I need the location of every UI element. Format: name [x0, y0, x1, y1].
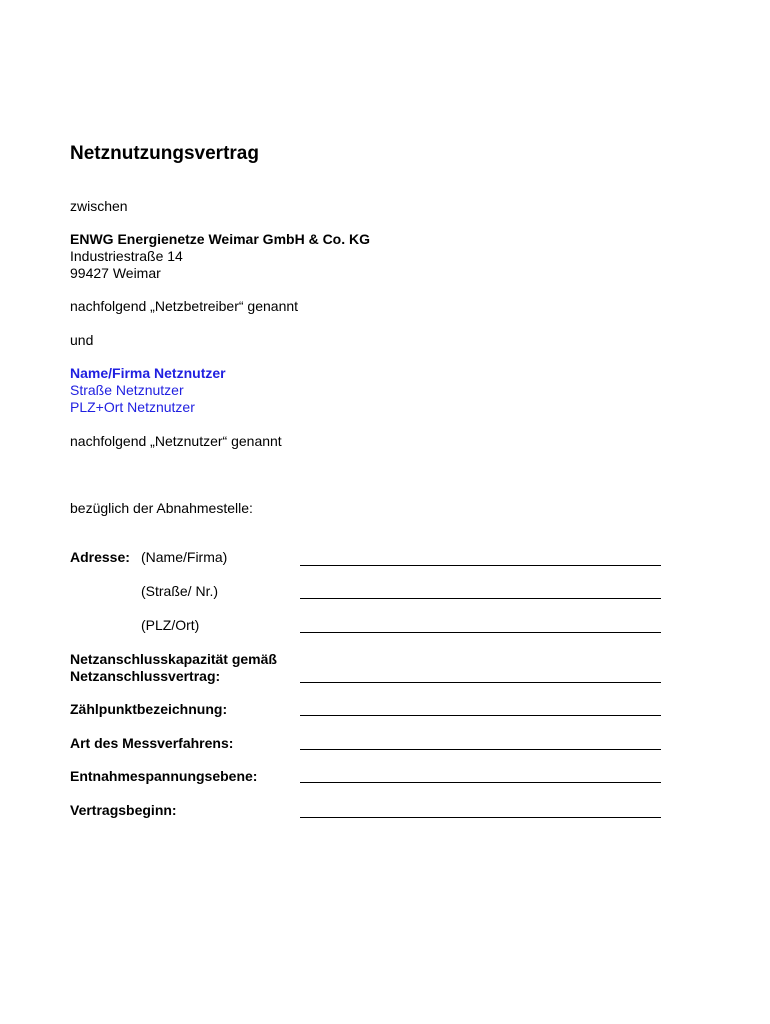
regarding-text: bezüglich der Abnahmestelle: [70, 500, 253, 516]
contract-start-line[interactable] [300, 817, 661, 818]
address-name-label: (Name/Firma) [141, 549, 228, 565]
voltage-level-label: Entnahmespannungsebene: [70, 768, 258, 784]
operator-street: Industriestraße 14 [70, 248, 183, 264]
user-designation: nachfolgend „Netznutzer“ genannt [70, 433, 282, 449]
voltage-level-line[interactable] [300, 782, 661, 783]
user-city: PLZ+Ort Netznutzer [70, 399, 195, 415]
user-name: Name/Firma Netznutzer [70, 365, 226, 381]
address-name-line[interactable] [300, 565, 661, 566]
user-street: Straße Netznutzer [70, 382, 184, 398]
and-text: und [70, 332, 94, 348]
address-city-line[interactable] [300, 632, 661, 633]
capacity-label-line2: Netzanschlussvertrag: [70, 668, 221, 684]
metering-point-line[interactable] [300, 715, 661, 716]
operator-name: ENWG Energienetze Weimar GmbH & Co. KG [70, 231, 371, 247]
operator-designation: nachfolgend „Netzbetreiber“ genannt [70, 298, 299, 314]
document-title: Netznutzungsvertrag [70, 143, 259, 164]
address-street-label: (Straße/ Nr.) [141, 583, 219, 599]
contract-start-label: Vertragsbeginn: [70, 802, 177, 818]
address-label: Adresse: [70, 549, 130, 565]
operator-city: 99427 Weimar [70, 265, 161, 281]
capacity-line[interactable] [300, 682, 661, 683]
measurement-method-label: Art des Messverfahrens: [70, 735, 234, 751]
address-city-label: (PLZ/Ort) [141, 617, 200, 633]
measurement-method-line[interactable] [300, 749, 661, 750]
metering-point-label: Zählpunktbezeichnung: [70, 701, 228, 717]
between-text: zwischen [70, 198, 128, 214]
address-street-line[interactable] [300, 598, 661, 599]
capacity-label-line1: Netzanschlusskapazität gemäß [70, 651, 277, 667]
